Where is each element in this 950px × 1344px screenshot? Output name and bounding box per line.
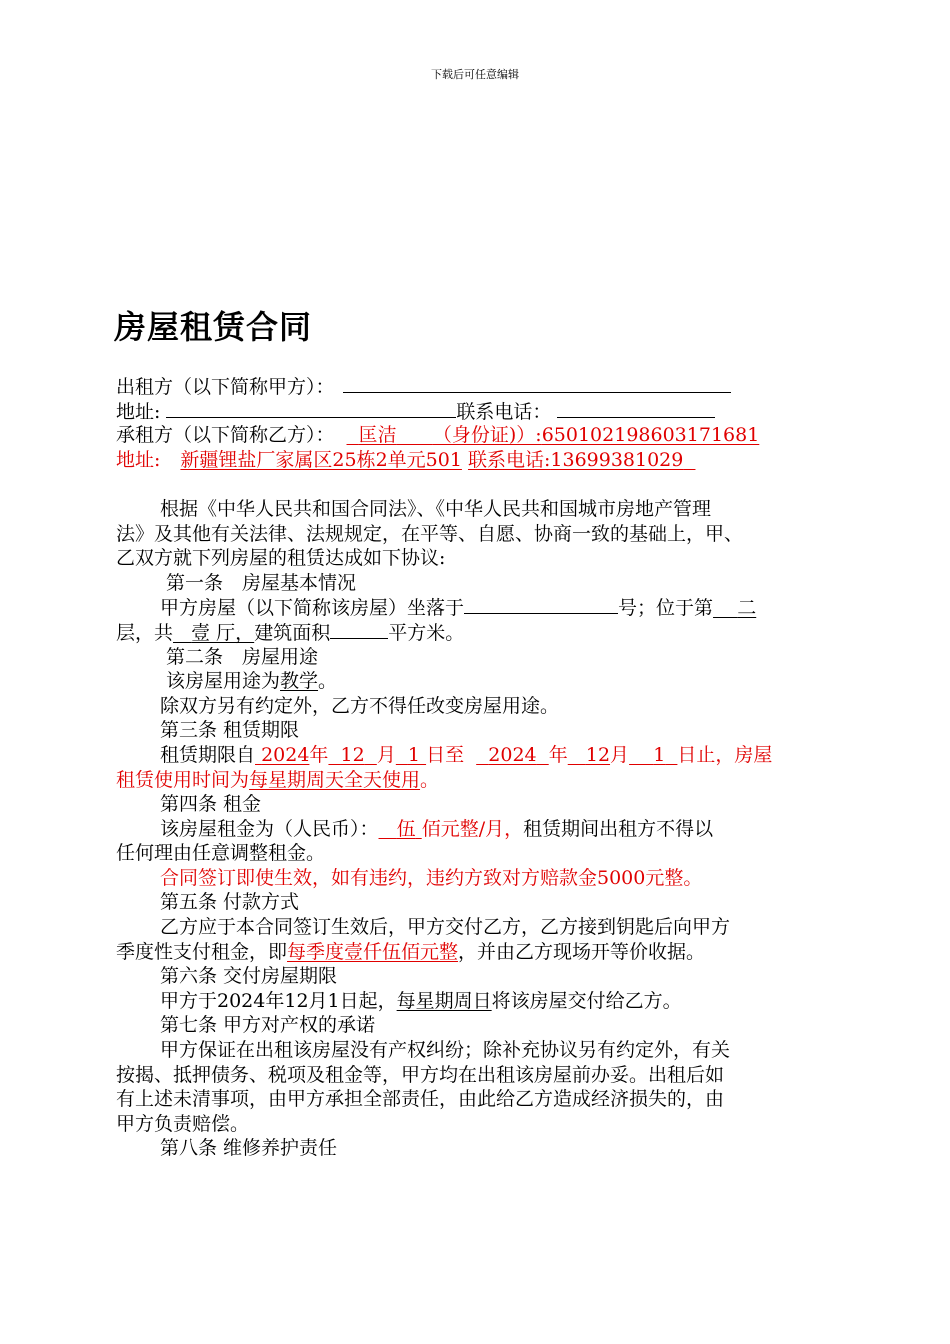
payment-amount: 每季度壹仟伍佰元整 bbox=[287, 940, 459, 963]
document-title: 房屋租赁合同 bbox=[114, 308, 313, 346]
article-3-title: 第三条 租赁期限 bbox=[160, 719, 300, 742]
penalty-clause: 合同签订即使生效，如有违约，违约方致对方赔款金5000元整。 bbox=[160, 866, 703, 889]
usage-value: 教学 bbox=[280, 670, 319, 693]
article-7-line: 按揭、抵押债务、税项及租金等，甲方均在出租该房屋前办妥。出租后如 bbox=[116, 1063, 725, 1086]
article-1-line: 甲方房屋（以下简称该房屋）坐落于 号；位于第 二 bbox=[160, 597, 757, 620]
lessee-id-label: （身份证)）: bbox=[432, 424, 542, 447]
location-blank bbox=[464, 595, 618, 614]
article-6-line: 甲方于2024年12月1日起，每星期周日将该房屋交付给乙方。 bbox=[160, 989, 682, 1012]
intro-line: 根据《中华人民共和国合同法》、《中华人民共和国城市房地产管理 bbox=[160, 497, 712, 520]
lessee-name: 匡洁 bbox=[358, 424, 397, 447]
lessee-phone: 13699381029 bbox=[550, 448, 684, 471]
article-2-line: 该房屋用途为教学。 bbox=[166, 670, 338, 693]
rent-amount: 伍 佰元整/月， bbox=[396, 817, 524, 840]
article-5-line: 季度性支付租金，即每季度壹仟伍佰元整，并由乙方现场开等价收据。 bbox=[116, 940, 706, 963]
article-4-line: 任何理由任意调整租金。 bbox=[116, 842, 326, 865]
lessor-address-line: 地址: 联系电话： bbox=[116, 399, 842, 424]
lessor-address-blank bbox=[166, 399, 456, 418]
intro-line: 乙双方就下列房屋的租赁达成如下协议: bbox=[116, 547, 446, 570]
article-4-title: 第四条 租金 bbox=[160, 793, 262, 816]
article-2-line: 除双方另有约定外，乙方不得任改变房屋用途。 bbox=[160, 694, 560, 717]
lessee-line: 承租方（以下简称乙方）： 匡洁 （身份证)）:650102198603171681 bbox=[116, 424, 760, 447]
lessee-id-number: 650102198603171681 bbox=[541, 424, 760, 447]
intro-line: 法》及其他有关法律、法规规定，在平等、自愿、协商一致的基础上，甲、 bbox=[116, 522, 744, 545]
article-5-line: 乙方应于本合同签订生效后，甲方交付乙方，乙方接到钥匙后向甲方 bbox=[160, 916, 731, 939]
floor-value: 二 bbox=[737, 597, 757, 620]
article-7-line: 甲方负责赔偿。 bbox=[116, 1112, 250, 1135]
rooms-value: 壹 厅， bbox=[191, 621, 255, 644]
delivery-day: 每星期周日 bbox=[396, 989, 492, 1012]
article-1-title: 第一条 房屋基本情况 bbox=[166, 571, 357, 594]
lease-period: 2024年 12 月 1 日至 2024 年 12月 1 日止，房屋 bbox=[261, 743, 773, 766]
area-blank bbox=[330, 620, 388, 639]
lessee-phone-label: 联系电话: bbox=[467, 448, 551, 471]
usage-time: 每星期周天全天使用 bbox=[249, 768, 421, 791]
article-2-title: 第二条 房屋用途 bbox=[166, 645, 319, 668]
lessor-line: 出租方（以下简称甲方）： bbox=[116, 374, 842, 399]
contract-body bbox=[116, 374, 842, 1161]
article-7-title: 第七条 甲方对产权的承诺 bbox=[160, 1014, 376, 1037]
page-header: 下载后可任意编辑 bbox=[431, 68, 519, 81]
article-6-title: 第六条 交付房屋期限 bbox=[160, 965, 338, 988]
article-8-title: 第八条 维修养护责任 bbox=[160, 1137, 338, 1160]
lessee-address: 新疆锂盐厂家属区25栋2单元501 bbox=[180, 448, 462, 471]
article-7-line: 有上述未清事项，由甲方承担全部责任，由此给乙方造成经济损失的，由 bbox=[116, 1088, 725, 1111]
lessor-phone-blank bbox=[557, 399, 715, 418]
article-5-title: 第五条 付款方式 bbox=[160, 891, 300, 914]
article-7-line: 甲方保证在出租该房屋没有产权纠纷；除补充协议另有约定外，有关 bbox=[160, 1039, 731, 1062]
article-3-line: 租赁期限自 2024年 12 月 1 日至 2024 年 12月 1 日止，房屋 bbox=[160, 743, 773, 766]
lessee-address-line: 地址: 新疆锂盐厂家属区25栋2单元501 联系电话:13699381029 bbox=[116, 448, 842, 473]
article-4-line: 该房屋租金为（人民币）： 伍 佰元整/月，租赁期间出租方不得以 bbox=[160, 817, 714, 840]
article-1-line: 层，共 壹 厅，建筑面积 平方米。 bbox=[116, 621, 465, 644]
article-3-line: 租赁使用时间为每星期周天全天使用。 bbox=[116, 768, 440, 791]
lessor-name-blank bbox=[343, 374, 731, 393]
